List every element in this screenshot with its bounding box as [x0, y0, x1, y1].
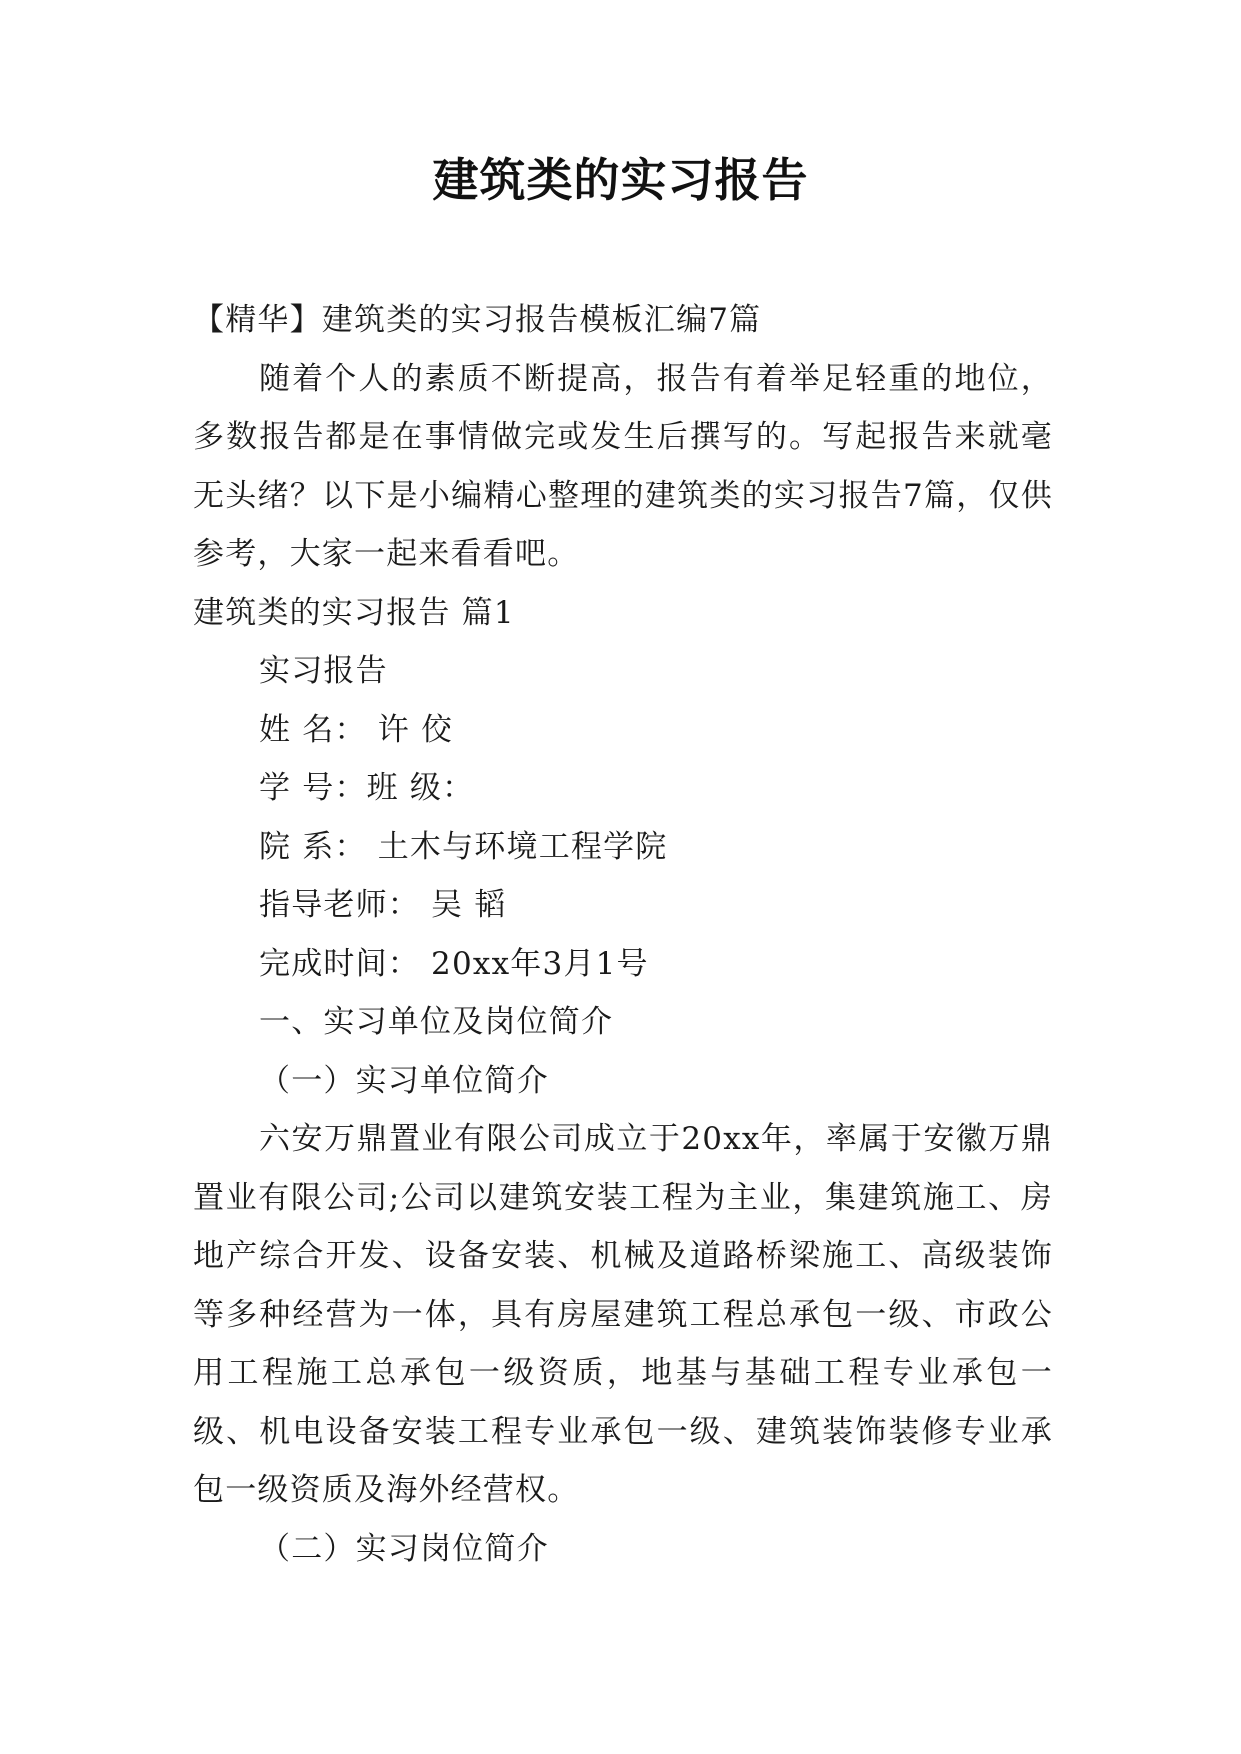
subtitle: 【精华】建筑类的实习报告模板汇编7篇: [193, 302, 762, 338]
info-student-id-class: 学 号：班 级：: [259, 770, 475, 806]
info-completion-time: 完成时间： 20xx年3月1号: [259, 945, 649, 982]
intro-paragraph: 随着个人的素质不断提高，报告有着举足轻重的地位，多数报告都是在事情做完或发生后撰写的。写起报告来就毫无头绪？以下是小编精心整理的建筑类的实习报告7篇，仅供参考，大家一起来看看吧。: [193, 360, 1053, 572]
document-body: [193, 291, 1053, 1578]
company-intro-paragraph: 六安万鼎置业有限公司成立于20xx年，率属于安徽万鼎置业有限公司;公司以建筑安装工程为主业，集建筑施工、房地产综合开发、设备安装、机械及道路桥梁施工、高级装饰等多种经营为一体，具有房屋建筑工程总承包一级、市政公用工程施工总承包一级资质，地基与基础工程专业承包一级、机电设备安装工程专业承包一级、建筑装饰装修专业承包一级资质及海外经营权。: [193, 1121, 1053, 1508]
section-heading: 建筑类的实习报告 篇1: [193, 594, 515, 631]
report-label: 实习报告: [259, 653, 388, 689]
info-name: 姓 名： 许 佼: [259, 711, 454, 748]
sub2-heading: （二）实习岗位简介: [259, 1530, 549, 1567]
document-title: 建筑类的实习报告: [432, 153, 809, 207]
sub1-heading: （一）实习单位简介: [259, 1062, 549, 1099]
part1-heading: 一、实习单位及岗位简介: [259, 1004, 614, 1040]
info-department: 院 系： 土木与环境工程学院: [259, 828, 668, 865]
info-advisor: 指导老师： 吴 韬: [259, 887, 507, 923]
